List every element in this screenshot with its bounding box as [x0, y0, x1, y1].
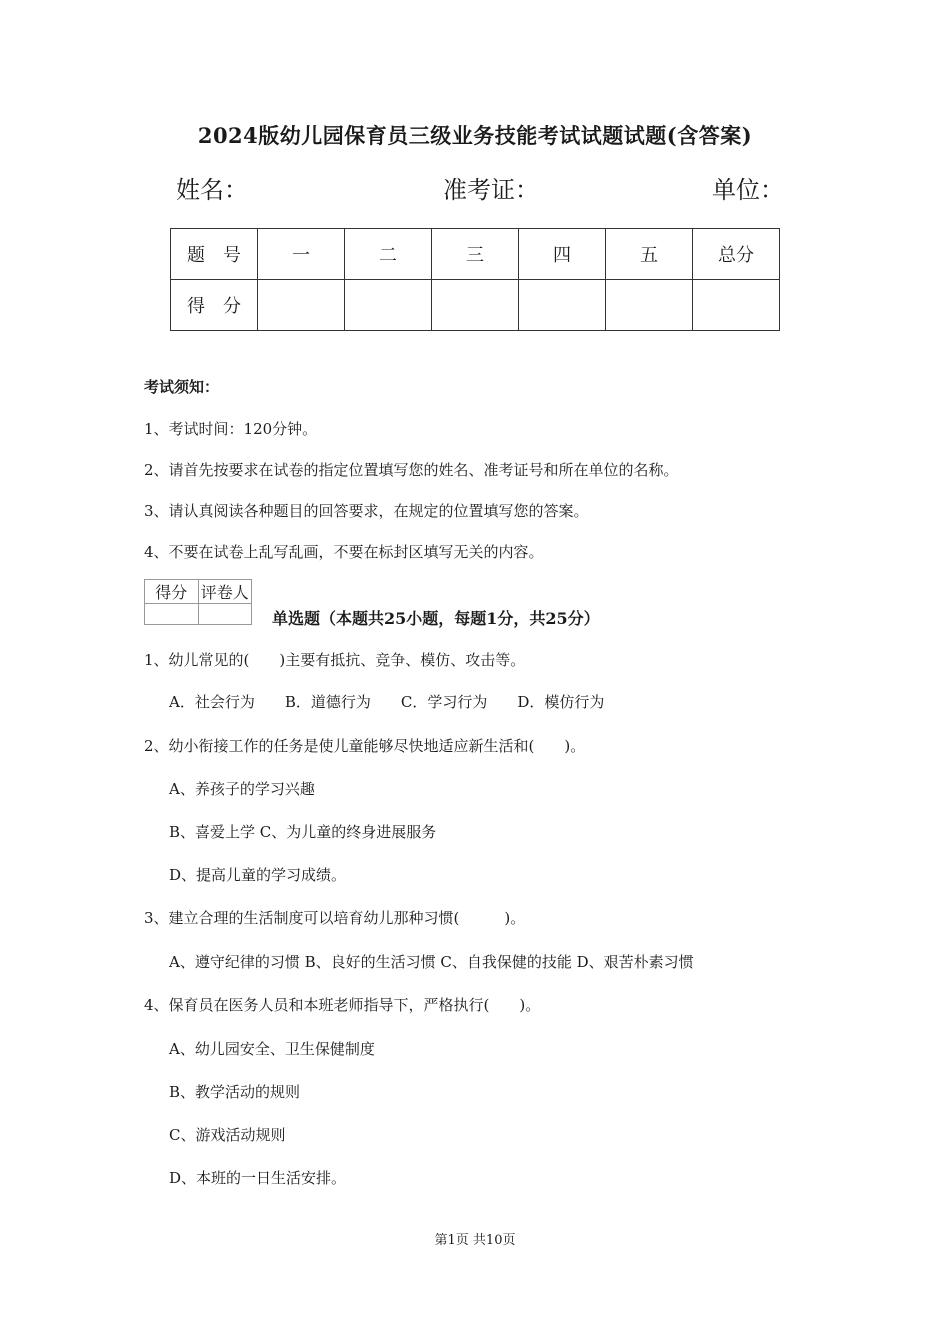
question-stem: 3、建立合理的生活制度可以培育幼儿那种习惯( )。 [144, 909, 526, 927]
question-stem: 2、幼小衔接工作的任务是使儿童能够尽快地适应新生活和( )。 [144, 737, 586, 755]
score-row-label: 得 分 [171, 280, 258, 331]
score-cell-4: 四 [519, 229, 606, 280]
question-option: D、提高儿童的学习成绩。 [169, 866, 347, 884]
question-stem: 4、保育员在医务人员和本班老师指导下，严格执行( )。 [144, 996, 541, 1014]
score-table [170, 228, 780, 331]
score-table-score-row [171, 280, 780, 331]
section-title: 单选题（本题共25小题，每题1分，共25分） [272, 609, 600, 628]
grader-score-cell[interactable] [145, 604, 199, 625]
grader-box [144, 579, 252, 625]
score-cell-3: 三 [432, 229, 519, 280]
question-option: D、本班的一日生活安排。 [169, 1169, 347, 1187]
score-input-total[interactable] [693, 280, 780, 331]
score-cell-2: 二 [345, 229, 432, 280]
notice-item: 3、请认真阅读各种题目的回答要求，在规定的位置填写您的答案。 [144, 502, 589, 520]
score-input-3[interactable] [432, 280, 519, 331]
grader-name-cell[interactable] [198, 604, 252, 625]
score-cell-label: 题 号 [171, 229, 258, 280]
score-input-1[interactable] [258, 280, 345, 331]
notice-item: 1、考试时间：120分钟。 [144, 420, 318, 438]
notice-item: 2、请首先按要求在试卷的指定位置填写您的姓名、准考证号和所在单位的名称。 [144, 461, 679, 479]
score-cell-1: 一 [258, 229, 345, 280]
score-cell-5: 五 [606, 229, 693, 280]
unit-label: 单位： [712, 176, 784, 204]
question-option: A、养孩子的学习兴趣 [169, 780, 315, 798]
name-label: 姓名： [176, 176, 248, 204]
score-input-4[interactable] [519, 280, 606, 331]
score-table-header-row [171, 229, 780, 280]
question-option: B、教学活动的规则 [169, 1083, 301, 1101]
score-input-2[interactable] [345, 280, 432, 331]
exam-id-label: 准考证： [443, 176, 539, 204]
notice-item: 4、不要在试卷上乱写乱画，不要在标封区填写无关的内容。 [144, 543, 544, 561]
question-option: C、游戏活动规则 [169, 1126, 286, 1144]
page-footer: 第1页 共10页 [434, 1233, 516, 1248]
question-option: A、幼儿园安全、卫生保健制度 [169, 1040, 375, 1058]
question-option: B、喜爱上学 C、为儿童的终身进展服务 [169, 823, 437, 841]
notice-heading: 考试须知： [144, 378, 220, 396]
grader-score-label: 得分 [145, 580, 199, 604]
grader-name-label: 评卷人 [198, 580, 252, 604]
page-title: 2024版幼儿园保育员三级业务技能考试试题试题(含答案) [197, 123, 753, 148]
score-input-5[interactable] [606, 280, 693, 331]
question-option: A．社会行为 B．道德行为 C．学习行为 D．模仿行为 [169, 693, 605, 711]
score-cell-total: 总分 [693, 229, 780, 280]
question-stem: 1、幼儿常见的( )主要有抵抗、竞争、模仿、攻击等。 [144, 651, 526, 669]
question-option: A、遵守纪律的习惯 B、良好的生活习惯 C、自我保健的技能 D、艰苦朴素习惯 [169, 953, 694, 971]
